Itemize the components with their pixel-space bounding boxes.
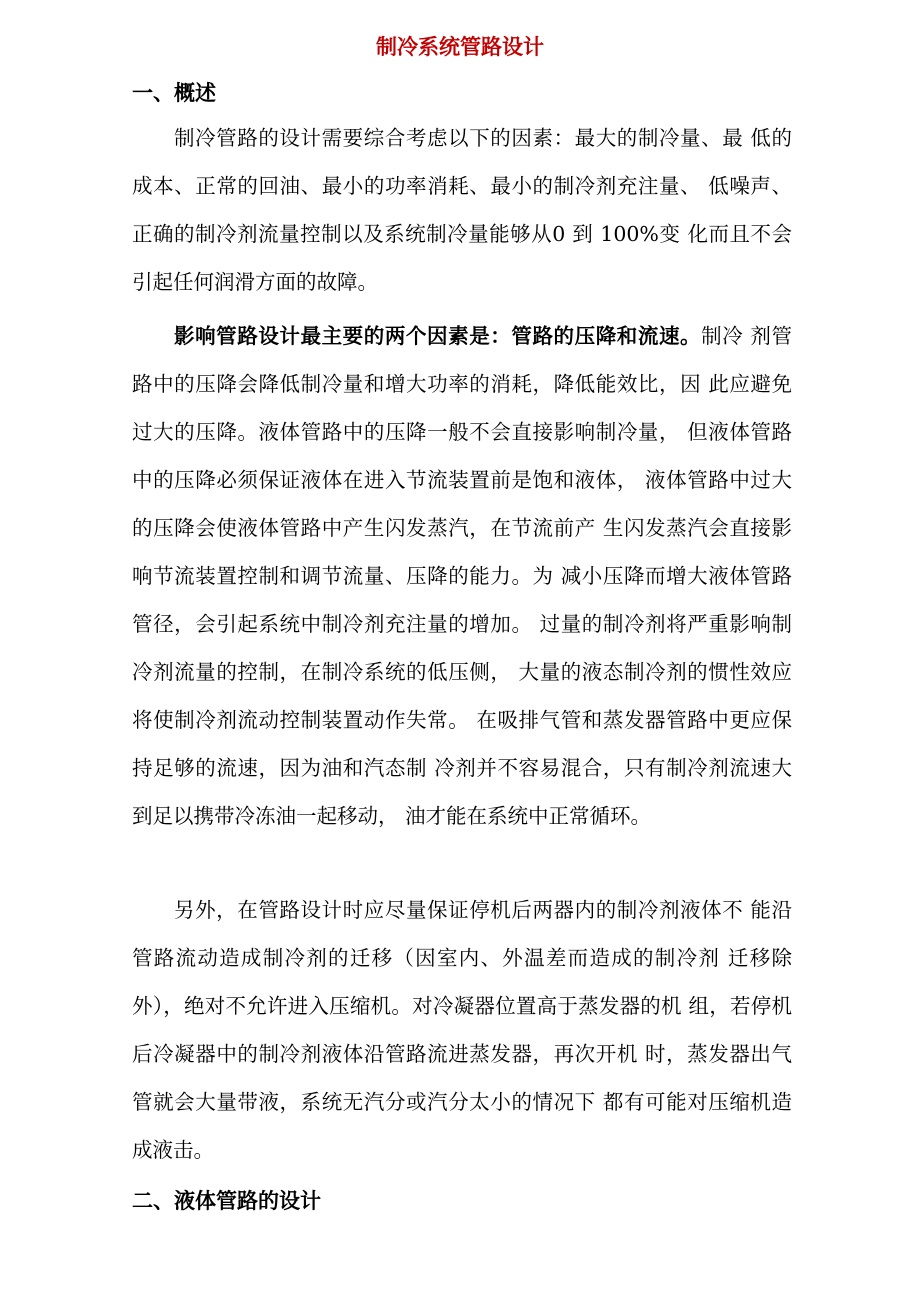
- page-title: 制冷系统管路设计: [376, 34, 544, 59]
- section-heading-liquid-line-design: 二、液体管路的设计: [132, 1188, 321, 1213]
- paragraph-refrigerant-migration: [132, 886, 792, 1174]
- paragraph-text: 制冷 剂管路中的压降会降低制冷量和增大功率的消耗，降低能效比，因 此应避免过大的压降。液体管路中的压降一般不会直接影响制冷量， 但液体管路中的压降必须保证液体在进入节流装置前是饱和液体， 液体管路中过大的压降会使液体管路中产生闪发蒸汽，在节流前产 生闪发蒸汽会直接影响节流装置控制和调节流量、压降的能力。为 减小压降而增大液体管路管径，会引起系统中制冷剂充注量的增加。 过量的制冷剂将严重影响制冷剂流量的控制，在制冷系统的低压侧， 大量的液态制冷剂的惯性效应将使制冷剂流动控制装置动作失常。 在吸排气管和蒸发器管路中更应保持足够的流速，因为油和汽态制 冷剂并不容易混合，只有制冷剂流速大到足以携带冷冻油一起移动， 油才能在系统中正常循环。: [132, 324, 792, 828]
- paragraph-text: 另外，在管路设计时应尽量保证停机后两器内的制冷剂液体不 能沿管路流动造成制冷剂的迁移（因室内、外温差而造成的制冷剂 迁移除外），绝对不允许进入压缩机。对冷凝器位置高于蒸发器的机 组，若停机后冷凝器中的制冷剂液体沿管路流进蒸发器，再次开机 时，蒸发器出气管就会大量带液，系统无汽分或汽分太小的情况下 都有可能对压缩机造成液击。: [132, 898, 792, 1162]
- paragraph-overview-factors: [132, 114, 792, 306]
- paragraph-text: 制冷管路的设计需要综合考虑以下的因素：最大的制冷量、最 低的成本、正常的回油、最小的功率消耗、最小的制冷剂充注量、 低噪声、正确的制冷剂流量控制以及系统制冷量能够从0 到 100%变 化而且不会引起任何润滑方面的故障。: [132, 126, 792, 294]
- paragraph-pressure-drop-velocity: [132, 312, 792, 840]
- paragraph-bold-lead: 影响管路设计最主要的两个因素是：管路的压降和流速。: [174, 324, 702, 348]
- section-heading-overview: 一、概述: [132, 80, 216, 105]
